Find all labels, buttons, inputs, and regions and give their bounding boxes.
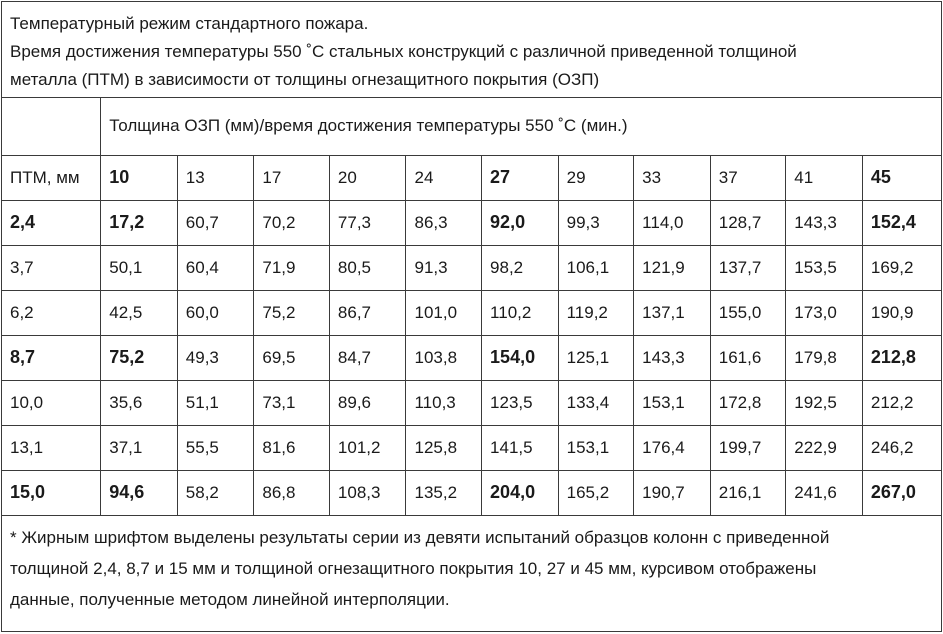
table-row: [2, 470, 941, 515]
column-header-ozp: 45: [862, 155, 941, 200]
empty-corner-cell: [2, 98, 101, 155]
value-cell: 86,8: [254, 470, 330, 515]
value-cell: 106,1: [558, 245, 634, 290]
value-cell: 137,1: [634, 290, 711, 335]
results-table: [2, 98, 941, 516]
value-cell: 141,5: [482, 425, 559, 470]
title-line-2: Время достижения температуры 550 ˚С стальных конструкций с различной приведенной толщиной: [10, 42, 797, 61]
value-cell: 110,3: [406, 380, 482, 425]
value-cell: 86,3: [406, 200, 482, 245]
footnote-line-1: * Жирным шрифтом выделены результаты серии из девяти испытаний образцов колонн с приведенной: [10, 527, 830, 547]
value-cell: 80,5: [329, 245, 406, 290]
group-header: Толщина ОЗП (мм)/время достижения температуры 550 ˚С (мин.): [101, 98, 941, 155]
column-header-ozp: 33: [634, 155, 711, 200]
value-cell: 190,9: [862, 290, 941, 335]
value-cell: 37,1: [101, 425, 178, 470]
value-cell: 60,7: [177, 200, 254, 245]
table-row: [2, 290, 941, 335]
column-header-ozp: 37: [710, 155, 786, 200]
value-cell: 143,3: [634, 335, 711, 380]
ptm-cell: 10,0: [2, 380, 101, 425]
value-cell: 94,6: [101, 470, 178, 515]
value-cell: 176,4: [634, 425, 711, 470]
value-cell: 212,8: [862, 335, 941, 380]
value-cell: 154,0: [482, 335, 559, 380]
value-cell: 73,1: [254, 380, 330, 425]
value-cell: 123,5: [482, 380, 559, 425]
value-cell: 172,8: [710, 380, 786, 425]
value-cell: 128,7: [710, 200, 786, 245]
value-cell: 60,0: [177, 290, 254, 335]
value-cell: 152,4: [862, 200, 941, 245]
column-header-ozp: 20: [329, 155, 406, 200]
value-cell: 173,0: [786, 290, 863, 335]
column-header-ozp: 41: [786, 155, 863, 200]
value-cell: 125,1: [558, 335, 634, 380]
table-row: [2, 335, 941, 380]
value-cell: 103,8: [406, 335, 482, 380]
value-cell: 246,2: [862, 425, 941, 470]
value-cell: 35,6: [101, 380, 178, 425]
column-header-ozp: 17: [254, 155, 330, 200]
value-cell: 55,5: [177, 425, 254, 470]
ptm-cell: 8,7: [2, 335, 101, 380]
value-cell: 190,7: [634, 470, 711, 515]
value-cell: 50,1: [101, 245, 178, 290]
value-cell: 153,1: [558, 425, 634, 470]
column-header-ozp: 10: [101, 155, 178, 200]
value-cell: 241,6: [786, 470, 863, 515]
footnote: [2, 516, 941, 615]
column-header-ozp: 13: [177, 155, 254, 200]
table-row: [2, 380, 941, 425]
value-cell: 125,8: [406, 425, 482, 470]
value-cell: 92,0: [482, 200, 559, 245]
value-cell: 89,6: [329, 380, 406, 425]
value-cell: 91,3: [406, 245, 482, 290]
value-cell: 143,3: [786, 200, 863, 245]
value-cell: 161,6: [710, 335, 786, 380]
table-row: [2, 200, 941, 245]
value-cell: 153,1: [634, 380, 711, 425]
title-line-1: Температурный режим стандартного пожара.: [10, 14, 369, 33]
ptm-cell: 15,0: [2, 470, 101, 515]
value-cell: 42,5: [101, 290, 178, 335]
ptm-cell: 2,4: [2, 200, 101, 245]
fire-test-table-document: [1, 1, 942, 632]
ptm-cell: 3,7: [2, 245, 101, 290]
value-cell: 99,3: [558, 200, 634, 245]
value-cell: 135,2: [406, 470, 482, 515]
value-cell: 192,5: [786, 380, 863, 425]
value-cell: 222,9: [786, 425, 863, 470]
table-row: [2, 245, 941, 290]
value-cell: 84,7: [329, 335, 406, 380]
footnote-line-3: данные, полученные методом линейной интерполяции.: [10, 589, 450, 609]
value-cell: 199,7: [710, 425, 786, 470]
value-cell: 69,5: [254, 335, 330, 380]
value-cell: 75,2: [254, 290, 330, 335]
value-cell: 75,2: [101, 335, 178, 380]
value-cell: 212,2: [862, 380, 941, 425]
value-cell: 81,6: [254, 425, 330, 470]
value-cell: 71,9: [254, 245, 330, 290]
value-cell: 101,2: [329, 425, 406, 470]
footnote-line-2: толщиной 2,4, 8,7 и 15 мм и толщиной огнезащитного покрытия 10, 27 и 45 мм, курсивом отображены: [10, 558, 817, 578]
value-cell: 169,2: [862, 245, 941, 290]
column-header-ozp: 29: [558, 155, 634, 200]
column-header-ozp: 27: [482, 155, 559, 200]
value-cell: 98,2: [482, 245, 559, 290]
value-cell: 133,4: [558, 380, 634, 425]
value-cell: 155,0: [710, 290, 786, 335]
value-cell: 179,8: [786, 335, 863, 380]
value-cell: 121,9: [634, 245, 711, 290]
value-cell: 119,2: [558, 290, 634, 335]
value-cell: 153,5: [786, 245, 863, 290]
value-cell: 114,0: [634, 200, 711, 245]
value-cell: 58,2: [177, 470, 254, 515]
value-cell: 51,1: [177, 380, 254, 425]
value-cell: 70,2: [254, 200, 330, 245]
value-cell: 165,2: [558, 470, 634, 515]
value-cell: 216,1: [710, 470, 786, 515]
column-header-ozp: 24: [406, 155, 482, 200]
value-cell: 204,0: [482, 470, 559, 515]
title-line-3: металла (ПТМ) в зависимости от толщины огнезащитного покрытия (ОЗП): [10, 70, 600, 89]
value-cell: 137,7: [710, 245, 786, 290]
table-row: [2, 425, 941, 470]
ptm-cell: 6,2: [2, 290, 101, 335]
value-cell: 60,4: [177, 245, 254, 290]
table-title: [2, 2, 941, 98]
value-cell: 86,7: [329, 290, 406, 335]
row-header-ptm: ПТМ, мм: [2, 155, 101, 200]
value-cell: 101,0: [406, 290, 482, 335]
value-cell: 49,3: [177, 335, 254, 380]
value-cell: 110,2: [482, 290, 559, 335]
value-cell: 267,0: [862, 470, 941, 515]
value-cell: 77,3: [329, 200, 406, 245]
ptm-cell: 13,1: [2, 425, 101, 470]
value-cell: 108,3: [329, 470, 406, 515]
value-cell: 17,2: [101, 200, 178, 245]
